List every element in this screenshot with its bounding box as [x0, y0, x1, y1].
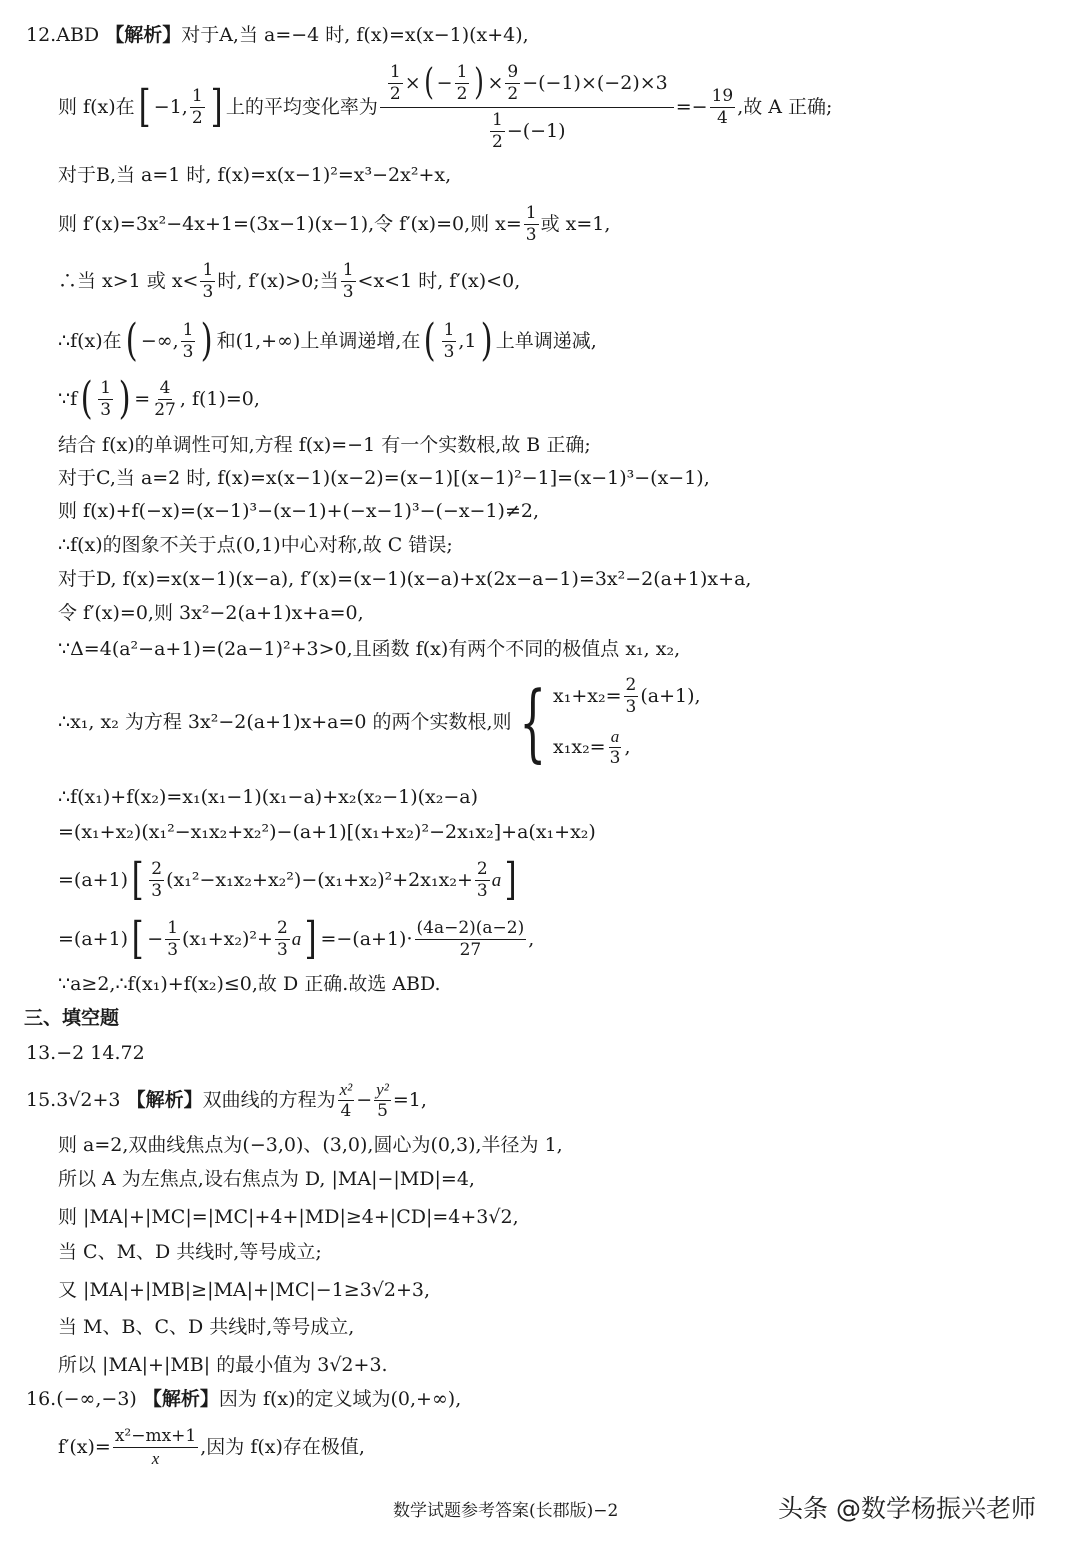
denominator: 2: [507, 83, 519, 104]
denominator: 3: [276, 939, 288, 960]
numerator: 1: [525, 202, 537, 223]
fraction: [275, 917, 290, 960]
q12-line-4: [58, 204, 610, 244]
denominator: x: [151, 1448, 160, 1468]
q12-line-14: ∵Δ=4(a²−a+1)=(2a−1)²+3>0,且函数 f(x)有两个不同的极值点 x₁, x₂,: [58, 638, 681, 660]
text: =(a+1): [58, 868, 129, 891]
q12-line-20: ∵a≥2,∴f(x₁)+f(x₂)≤0,故 D 正确.故选 ABD.: [58, 973, 441, 995]
numerator: $\frac{1}{2}$ × ( − $\frac{1}{2}$ ) × $\frac{9}{2}$ −(−1)×(−2)×3: [380, 64, 674, 108]
paren: ): [201, 315, 214, 366]
text: ,因为 f(x)存在极值,: [200, 1435, 365, 1458]
text: a: [291, 928, 302, 950]
fraction: [710, 85, 736, 128]
numerator: 1: [191, 85, 203, 106]
text: −: [356, 1088, 373, 1111]
q13-q14-answers: 13.−2 14.72: [26, 1042, 145, 1064]
fraction: [374, 1081, 391, 1120]
text: 或 x=1,: [540, 212, 611, 235]
q16-answer: 16.(−∞,−3): [26, 1388, 137, 1410]
denominator: 27: [459, 939, 482, 960]
q12-line-3: 对于B,当 a=1 时, f(x)=x(x−1)²=x³−2x²+x,: [58, 164, 452, 186]
denominator: 2: [191, 107, 203, 128]
q12-text: 对于A,当 a=−4 时, f(x)=x(x−1)(x+4),: [181, 24, 529, 46]
denominator: 3: [609, 748, 621, 768]
q12-line-17: =(x₁+x₂)(x₁²−x₁x₂+x₂²)−(a+1)[(x₁+x₂)²−2x₁x₂]+a(x₁+x₂): [58, 821, 596, 843]
numerator: 2: [625, 675, 637, 695]
text: ,: [624, 736, 631, 758]
fraction: [490, 109, 505, 152]
paren: ): [118, 373, 131, 424]
q15-line-5: 当 C、M、D 共线时,等号成立;: [58, 1241, 322, 1263]
fraction: [181, 319, 196, 362]
page-footer: 数学试题参考答案(长郡版)−2: [393, 1501, 619, 1521]
fraction: [338, 1081, 355, 1120]
text: x₁+x₂=: [553, 685, 622, 707]
bracket-right: ]: [210, 81, 223, 132]
text: 双曲线的方程为: [202, 1088, 336, 1111]
q12-line-11: ∴f(x)的图象不关于点(0,1)中心对称,故 C 错误;: [58, 534, 453, 556]
text: ∴当 x>1 或 x<: [58, 269, 199, 292]
q12-line-16: ∴f(x₁)+f(x₂)=x₁(x₁−1)(x₁−a)+x₂(x₂−1)(x₂−a): [58, 786, 479, 808]
text: −1,: [153, 95, 188, 118]
q12-line-13: 令 f′(x)=0,则 3x²−2(a+1)x+a=0,: [58, 602, 364, 624]
numerator: 2: [476, 858, 488, 879]
fraction: [190, 85, 205, 128]
numerator: 1: [342, 259, 354, 280]
fraction: [200, 259, 215, 302]
fraction: [608, 728, 623, 767]
text: (a+1),: [640, 685, 701, 707]
denominator: 3: [342, 281, 354, 302]
fraction: [415, 917, 527, 960]
q12-line-12: 对于D, f(x)=x(x−1)(x−a), f′(x)=(x−1)(x−a)+x(2x−a−1)=3x²−2(a+1)x+a,: [58, 568, 752, 590]
denominator: 2: [456, 83, 468, 104]
text: 上单调递减,: [495, 329, 597, 352]
q16-line-2: [58, 1424, 365, 1470]
paren: (: [423, 62, 434, 103]
watermark: 头条 @数学杨振兴老师: [778, 1494, 1036, 1523]
fraction: [455, 61, 470, 104]
denominator: 3: [182, 341, 194, 362]
paren: (: [80, 373, 93, 424]
paren: ): [480, 315, 493, 366]
text: ,1: [458, 329, 477, 352]
numerator: 1: [100, 377, 112, 398]
q15-line-7: 当 M、B、C、D 共线时,等号成立,: [58, 1316, 355, 1338]
text: ∴x₁, x₂ 为方程 3x²−2(a+1)x+a=0 的两个实数根,则: [58, 710, 512, 733]
denominator: 3: [443, 341, 455, 362]
q15-line-3: 所以 A 为左焦点,设右焦点为 D, |MA|−|MD|=4,: [58, 1168, 475, 1190]
bracket-right: ]: [304, 913, 317, 964]
text: −: [147, 927, 164, 950]
denominator: 27: [154, 399, 176, 420]
equation-system: [553, 677, 701, 767]
q15-line-8: 所以 |MA|+|MB| 的最小值为 3√2+3.: [58, 1354, 388, 1376]
text: −∞,: [140, 329, 179, 352]
equation-1: [553, 677, 701, 716]
text: a: [491, 869, 502, 891]
text: =1,: [392, 1088, 427, 1111]
denominator: 5: [377, 1100, 388, 1121]
fraction: [442, 319, 457, 362]
text: <x<1 时, f′(x)<0,: [357, 269, 521, 292]
text: , f(1)=0,: [179, 387, 260, 410]
bracket-right: ]: [504, 854, 517, 905]
left-brace: {: [518, 673, 546, 771]
numerator: 1: [182, 319, 194, 340]
fraction: [165, 917, 180, 960]
fraction: [341, 259, 356, 302]
numerator: x²: [339, 1079, 353, 1099]
numerator: a: [610, 727, 620, 746]
bracket-left: [: [131, 913, 144, 964]
denominator: 3: [167, 939, 179, 960]
text: ,故 A 正确;: [737, 95, 833, 118]
numerator: x²−mx+1: [114, 1425, 197, 1446]
text: (x₁+x₂)²+: [182, 927, 273, 950]
paren: (: [125, 315, 138, 366]
fraction: [152, 377, 178, 420]
numerator: 2: [276, 917, 288, 938]
fraction: [475, 858, 490, 901]
paren: (: [423, 315, 436, 366]
q12-line-2: 则 f(x)在 [ −1, $\frac{1}{2}$ ] 上的平均变化率为 $\frac{1}{2}$ × ( − $\frac{1}{2}$ ) × $\frac{9}{2}$ −(−1)×(−2)×3 $\frac{1}{2}$ −(−1) =− $\frac{19}{4}$ ,故 A 正确;: [58, 61, 833, 152]
text: =−(a+1)·: [320, 927, 413, 950]
denominator: 2: [492, 131, 503, 152]
text: 和(1,+∞)上单调递增,在: [216, 329, 421, 352]
numerator: 1: [443, 319, 455, 340]
q15-line-1: [26, 1078, 427, 1122]
numerator: 1: [167, 917, 179, 938]
q12-line-15: [58, 672, 701, 772]
denominator: 3: [202, 281, 214, 302]
numerator: 1: [456, 61, 468, 82]
q15-line-2: 则 a=2,双曲线焦点为(−3,0)、(3,0),圆心为(0,3),半径为 1,: [58, 1134, 563, 1156]
bracket-left: [: [138, 81, 151, 132]
denominator: 3: [151, 880, 163, 901]
fraction: [524, 202, 539, 245]
q16-line-1: [26, 1390, 461, 1409]
text: 则 f(x)在: [58, 95, 135, 118]
rate-fraction: [380, 61, 674, 152]
text: 上的平均变化率为: [225, 95, 378, 118]
q12-answer: 12.ABD: [26, 24, 100, 46]
q12-line-1: [26, 26, 529, 45]
numerator: 1: [492, 109, 503, 130]
denominator: 3: [625, 697, 637, 717]
text: ∵f: [58, 387, 78, 410]
numerator: 9: [507, 61, 519, 82]
text: ∴f(x)在: [58, 329, 122, 352]
numerator: 1: [389, 61, 401, 82]
text: 时, f′(x)>0;当: [217, 269, 339, 292]
denominator: [486, 108, 568, 151]
q15-line-6: 又 |MA|+|MB|≥|MA|+|MC|−1≥3√2+3,: [58, 1279, 431, 1301]
denominator: 3: [525, 224, 537, 245]
q12-line-8: 结合 f(x)的单调性可知,方程 f(x)=−1 有一个实数根,故 B 正确;: [58, 434, 591, 456]
text: −(−1)×(−2)×3: [522, 71, 668, 94]
text: ,: [528, 927, 535, 950]
numerator: (4a−2)(a−2): [416, 917, 525, 938]
numerator: 1: [202, 259, 214, 280]
section-heading: 三、填空题: [24, 1007, 120, 1029]
fraction: [388, 61, 403, 104]
fraction: [624, 677, 639, 716]
text: (x₁²−x₁x₂+x₂²)−(x₁+x₂)²+2x₁x₂+: [166, 868, 473, 891]
denominator: 3: [476, 880, 488, 901]
fraction: [149, 858, 164, 901]
q15-line-4: 则 |MA|+|MC|=|MC|+4+|MD|≥4+|CD|=4+3√2,: [58, 1206, 519, 1228]
numerator: 4: [159, 377, 171, 398]
fraction: [113, 1425, 198, 1468]
numerator: 2: [151, 858, 163, 879]
text: =(a+1): [58, 927, 129, 950]
q12-line-9: 对于C,当 a=2 时, f(x)=x(x−1)(x−2)=(x−1)[(x−1)²−1]=(x−1)³−(x−1),: [58, 467, 710, 489]
denominator: 3: [100, 399, 112, 420]
text: =: [134, 387, 151, 410]
equation-2: [553, 728, 701, 767]
analysis-tag: 【解析】: [126, 1088, 203, 1111]
q12-line-18: [58, 855, 520, 905]
denominator: 2: [389, 83, 401, 104]
q12-line-10: 则 f(x)+f(−x)=(x−1)³−(x−1)+(−x−1)³−(−x−1)≠2,: [58, 500, 540, 522]
paren: ): [474, 62, 485, 103]
text: f′(x)=: [58, 1435, 111, 1458]
analysis-tag: 【解析】: [105, 24, 182, 46]
analysis-tag: 【解析】: [142, 1388, 219, 1410]
text: −(−1): [506, 119, 566, 142]
q12-line-6: [58, 315, 597, 366]
q12-line-19: [58, 914, 534, 964]
fraction: [505, 61, 520, 104]
text: 则 f′(x)=3x²−4x+1=(3x−1)(x−1),令 f′(x)=0,则 x=: [58, 212, 522, 235]
fraction: [98, 377, 113, 420]
numerator: y²: [376, 1079, 389, 1099]
denominator: 4: [340, 1100, 352, 1121]
q12-line-7: [58, 373, 260, 424]
numerator: 19: [711, 85, 734, 106]
text: 因为 f(x)的定义域为(0,+∞),: [218, 1388, 462, 1410]
denominator: 4: [716, 107, 728, 128]
bracket-left: [: [131, 854, 144, 905]
q15-answer: 15.3√2+3: [26, 1088, 121, 1111]
text: x₁x₂=: [553, 736, 606, 758]
q12-line-5: [58, 261, 520, 301]
